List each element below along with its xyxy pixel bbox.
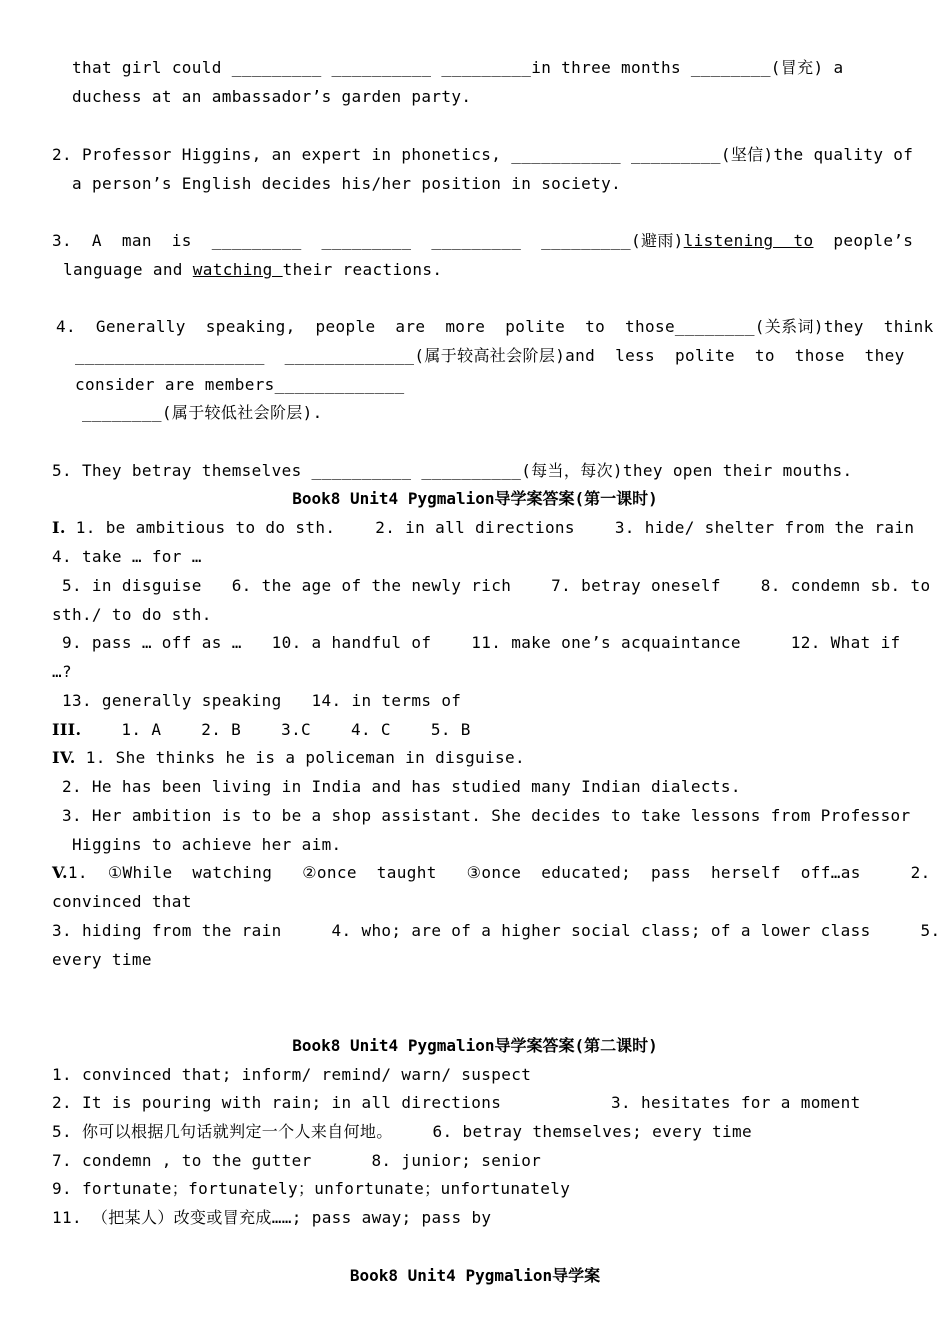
section-4-line-2: 2. He has been living in India and has studied many Indian dialects. bbox=[52, 777, 741, 796]
lesson-2-line-1: 1. convinced that; inform/ remind/ warn/ suspect bbox=[52, 1065, 532, 1084]
section-1-line-4: sth./ to do sth. bbox=[52, 605, 212, 624]
exercise-item-4-line-4: ________(属于较低社会阶层). bbox=[82, 403, 323, 422]
section-text: 1. ①While watching ②once taught ③once educated; pass herself off…as 2. bbox=[67, 863, 931, 882]
lesson-2-line-6: 11. （把某人）改变或冒充成……; pass away; pass by bbox=[52, 1208, 492, 1227]
section-1-line-2: 4. take … for … bbox=[52, 547, 202, 566]
section-text: 1. A 2. B 3.C 4. C 5. B bbox=[81, 720, 471, 739]
lesson-2-line-3: 5. 你可以根据几句话就判定一个人来自何地。 6. betray themselves; every time bbox=[52, 1122, 752, 1141]
section-label: III. bbox=[52, 720, 82, 739]
section-text: 1. be ambitious to do sth. 2. in all directions 3. hide/ shelter from the rain bbox=[65, 518, 915, 537]
lesson-2-line-2: 2. It is pouring with rain; in all directions 3. hesitates for a moment bbox=[52, 1093, 861, 1112]
item-3-text: 3. A man is _________ _________ _________ _________(避雨) bbox=[52, 231, 684, 250]
section-4-line-4: Higgins to achieve her aim. bbox=[72, 835, 342, 854]
exercise-item-1-line-1: that girl could _________ __________ _________in three months ________(冒充) a bbox=[72, 58, 844, 77]
exercise-item-3-line-1 bbox=[52, 231, 913, 251]
underlined-phrase: listening to bbox=[683, 231, 814, 250]
section-1-line-6: …? bbox=[52, 662, 72, 681]
section-1-line-1 bbox=[52, 518, 914, 538]
section-5-line-4: every time bbox=[52, 950, 152, 969]
answers-lesson-1-title: Book8 Unit4 Pygmalion导学案答案(第一课时) bbox=[292, 489, 658, 508]
item-3-text-end: their reactions. bbox=[282, 260, 443, 279]
exercise-item-2-line-2: a person’s English decides his/her position in society. bbox=[72, 174, 622, 193]
exercise-item-2-line-1: 2. Professor Higgins, an expert in phonetics, ___________ _________(坚信)the quality of bbox=[52, 145, 914, 164]
section-label: V. bbox=[52, 863, 68, 882]
section-label: I. bbox=[52, 518, 66, 537]
section-1-line-5: 9. pass … off as … 10. a handful of 11. make one’s acquaintance 12. What if bbox=[52, 633, 901, 652]
exercise-item-4-line-3: consider are members_____________ bbox=[75, 375, 405, 394]
item-3-text: language and bbox=[63, 260, 193, 279]
item-3-text-end: people’s bbox=[813, 231, 914, 250]
section-5-line-3: 3. hiding from the rain 4. who; are of a higher social class; of a lower class 5. bbox=[52, 921, 941, 940]
section-5-line-2: convinced that bbox=[52, 892, 192, 911]
section-3-line-1 bbox=[52, 720, 471, 740]
section-label: IV. bbox=[52, 748, 76, 767]
exercise-item-3-line-2 bbox=[63, 260, 442, 280]
section-5-line-1 bbox=[52, 863, 931, 883]
lesson-2-line-4: 7. condemn , to the gutter 8. junior; senior bbox=[52, 1151, 542, 1170]
next-section-title: Book8 Unit4 Pygmalion导学案 bbox=[349, 1266, 601, 1285]
section-text: 1. She thinks he is a policeman in disguise. bbox=[75, 748, 525, 767]
section-1-line-7: 13. generally speaking 14. in terms of bbox=[52, 691, 462, 710]
exercise-item-4-line-2: ___________________ _____________(属于较高社会阶层)and less polite to those they bbox=[75, 346, 905, 365]
section-1-line-3: 5. in disguise 6. the age of the newly rich 7. betray oneself 8. condemn sb. to bbox=[52, 576, 931, 595]
exercise-item-1-line-2: duchess at an ambassador’s garden party. bbox=[72, 87, 472, 106]
section-4-line-3: 3. Her ambition is to be a shop assistant. She decides to take lessons from Professor bbox=[52, 806, 911, 825]
answers-lesson-2-title: Book8 Unit4 Pygmalion导学案答案(第二课时) bbox=[292, 1036, 658, 1055]
exercise-item-4-line-1: 4. Generally speaking, people are more polite to those________(关系词)they think bbox=[56, 317, 934, 336]
underlined-phrase: watching bbox=[192, 260, 283, 279]
lesson-2-line-5: 9. fortunate；fortunately；unfortunate；unfortunately bbox=[52, 1179, 571, 1198]
exercise-item-5-line-1: 5. They betray themselves __________ __________(每当，每次)they open their mouths. bbox=[52, 461, 853, 480]
section-4-line-1 bbox=[52, 748, 525, 768]
